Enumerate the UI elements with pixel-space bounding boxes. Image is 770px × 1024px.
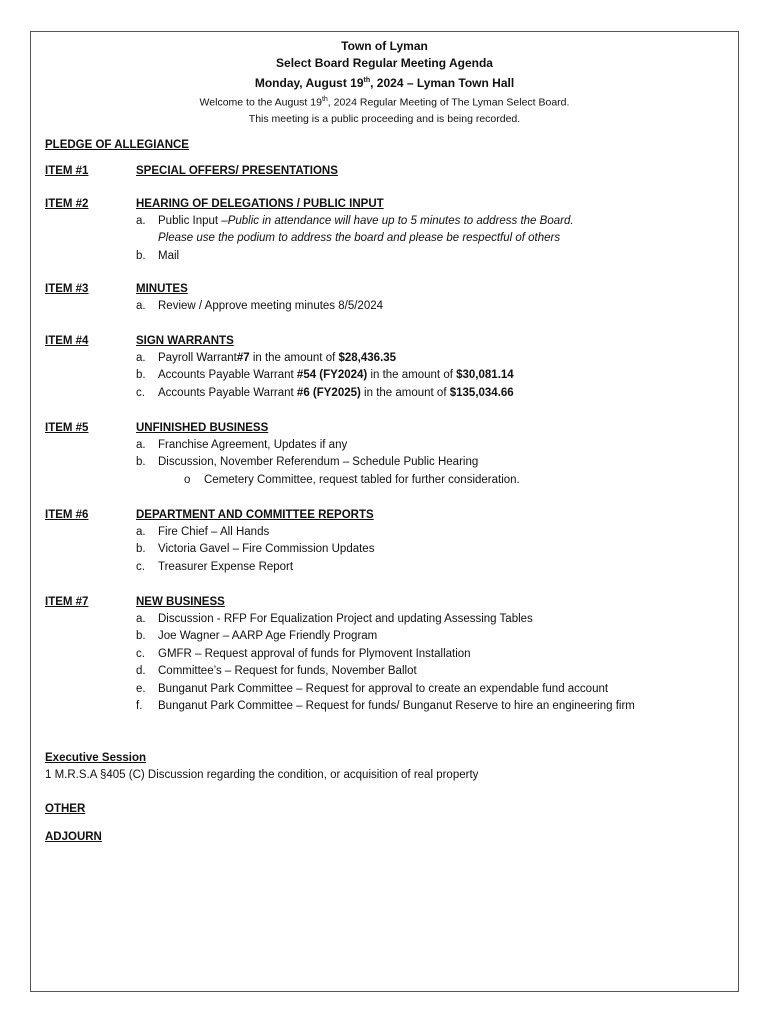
list-item: a. Discussion - RFP For Equalization Project and updating Assessing Tables (136, 613, 533, 625)
adjourn-heading: ADJOURN (45, 831, 102, 843)
list-item: c. GMFR – Request approval of funds for Plymovent Installation (136, 647, 471, 660)
sub-list-item: o Cemetery Committee, request tabled for further consideration. (184, 473, 520, 486)
item-4-heading: SIGN WARRANTS (136, 335, 234, 347)
item-6-list (136, 524, 374, 576)
list-item: a. Fire Chief – All Hands (136, 526, 270, 538)
item-4-label: ITEM #4 (45, 335, 89, 347)
list-item: c. Treasurer Expense Report (136, 560, 294, 573)
item-7-list (136, 611, 635, 715)
list-item: a. Payroll Warrant #7 in the amount of $28,436.35 (136, 352, 397, 364)
item-3-label: ITEM #3 (45, 283, 89, 295)
item-6-label: ITEM #6 (45, 509, 89, 521)
item-6-heading: DEPARTMENT AND COMMITTEE REPORTS (136, 509, 374, 521)
item-5-heading: UNFINISHED BUSINESS (136, 422, 269, 434)
list-item: c. Accounts Payable Warrant #6 (FY2025) in the amount of $135,034.66 (136, 386, 514, 399)
item-1-label: ITEM #1 (45, 165, 89, 177)
list-item: a. Review / Approve meeting minutes 8/5/2024 (136, 300, 384, 312)
list-item: b. Victoria Gavel – Fire Commission Updates (136, 543, 375, 556)
meeting-date: Monday, August 19th, 2024 – Lyman Town Hall (254, 76, 515, 90)
list-item: b. Joe Wagner – AARP Age Friendly Program (136, 630, 378, 643)
agenda-header (30, 38, 739, 127)
list-item: b. Accounts Payable Warrant #54 (FY2024) in the amount of $30,081.14 (136, 369, 514, 382)
executive-session-text: 1 M.R.S.A §405 (C) Discussion regarding the condition, or acquisition of real property (45, 769, 479, 781)
item-7-heading: NEW BUSINESS (136, 596, 225, 608)
item-1-heading: SPECIAL OFFERS/ PRESENTATIONS (136, 165, 338, 177)
town-name: Town of Lyman (341, 39, 428, 53)
item-7-label: ITEM #7 (45, 596, 89, 608)
item-3-heading: MINUTES (136, 283, 188, 295)
item-2-label: ITEM #2 (45, 198, 89, 210)
pledge-heading: PLEDGE OF ALLEGIANCE (45, 139, 189, 151)
item-2-heading: HEARING OF DELEGATIONS / PUBLIC INPUT (136, 198, 384, 210)
item-5-label: ITEM #5 (45, 422, 89, 434)
list-item: a. Public Input – Public in attendance will have up to 5 minutes to address the Board. (136, 215, 574, 227)
item-5-list (136, 437, 520, 489)
item-4-list (136, 350, 514, 402)
other-heading: OTHER (45, 803, 86, 815)
welcome-line: Welcome to the August 19th, 2024 Regular Meeting of The Lyman Select Board. (199, 96, 570, 109)
executive-session-heading: Executive Session (45, 752, 146, 764)
list-item: d. Committee’s – Request for funds, November Ballot (136, 665, 417, 678)
list-item: a. Franchise Agreement, Updates if any (136, 439, 348, 451)
list-item: b. Discussion, November Referendum – Schedule Public Hearing (136, 456, 479, 469)
list-item: e. Bunganut Park Committee – Request for approval to create an expendable fund account (136, 682, 609, 695)
list-item: b. Mail (136, 249, 180, 262)
recording-notice: This meeting is a public proceeding and is being recorded. (248, 112, 521, 125)
item-3-list (136, 298, 383, 315)
list-item-continuation: Please use the podium to address the board and please be respectful of others (158, 232, 561, 245)
agenda-title: Select Board Regular Meeting Agenda (276, 56, 493, 70)
item-2-list (136, 213, 574, 265)
list-item: f. Bunganut Park Committee – Request for funds/ Bunganut Reserve to hire an engineering firm (136, 699, 635, 712)
